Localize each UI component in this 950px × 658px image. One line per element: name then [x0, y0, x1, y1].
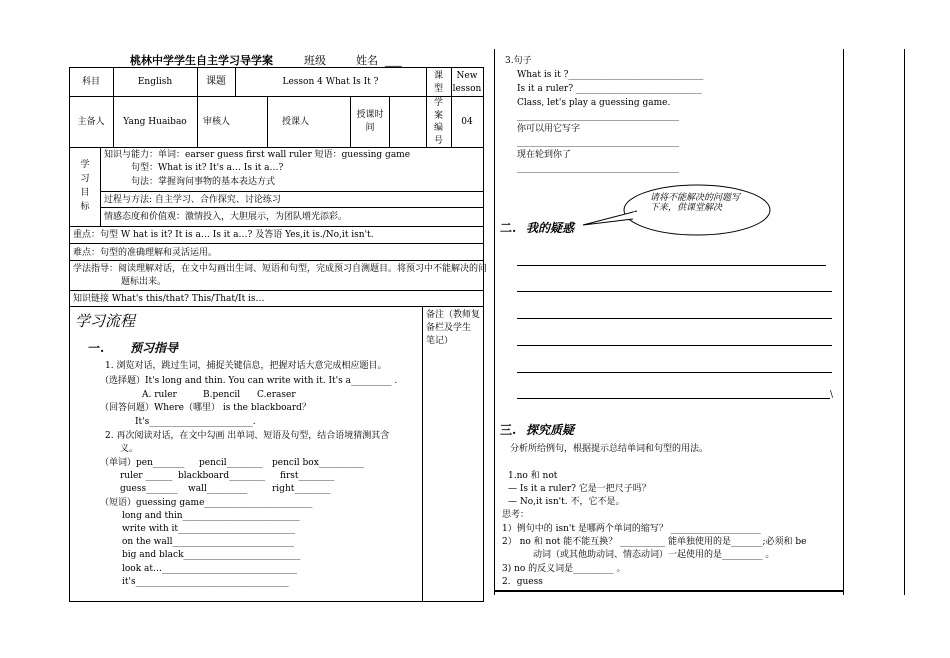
name-blank[interactable]: ___ — [385, 54, 402, 67]
phrase-its[interactable]: it's__________________________________ — [122, 577, 289, 587]
lesson-type-label: 课型 — [433, 71, 443, 94]
doubt-line[interactable] — [517, 345, 832, 346]
analyze-instruction: 分析所给例句，根据提示总结单词和句型的用法。 — [510, 444, 709, 454]
bubble-text: 请将不能解决的问题写下来，供课堂解决 — [650, 193, 741, 213]
class-label: 班级 — [304, 54, 326, 67]
difficult-points: 难点：句型的准确理解和灵活运用。 — [73, 248, 218, 258]
word-pen[interactable]: （单词）pen_______ — [100, 458, 185, 468]
flow-title: 学习流程 — [75, 312, 136, 330]
method-line-2: 题标出来。 — [121, 277, 167, 287]
lesson-type-value: New lesson — [452, 71, 482, 94]
phrase-long-and-thin[interactable]: long and thin__________________________ — [122, 511, 300, 521]
sentence-write-with-it: 你可以用它写字 — [517, 124, 581, 134]
think-label: 思考： — [502, 510, 530, 520]
notes-line-1: 备注（教师复 — [426, 310, 481, 320]
sentences-title: 3.句子 — [505, 56, 532, 66]
doubt-line[interactable] — [517, 265, 826, 266]
topic-value: Lesson 4 What Is It ? — [282, 77, 379, 87]
notes-line-3: 笔记） — [426, 336, 454, 346]
section2-title: 我的疑惑 — [526, 221, 575, 235]
word-first[interactable]: first________ — [280, 471, 335, 481]
step2-instruction: 2. 再次阅读对话，在文中勾画 出单词、短语及句型，结合语境猜测其含 — [105, 431, 390, 441]
sentence-blank-2[interactable]: ____________________________________ — [517, 137, 679, 147]
subject-value: English — [137, 77, 173, 87]
prepare-value: Yang Huaibao — [123, 117, 187, 127]
no-not-title: 1.no 和 not — [508, 471, 558, 481]
section2-number: 二. — [500, 221, 517, 235]
knowledge-link: 知识链接 What's this/that? This/That/It is… — [73, 294, 265, 304]
step2-instruction-cont: 义。 — [120, 444, 139, 454]
topic-label: 课题 — [206, 76, 226, 87]
goal-knowledge-1: 知识与能力：单词：earser guess first wall ruler 短语：guessing game — [104, 150, 411, 160]
word-pencil-box[interactable]: pencil box__________ — [272, 458, 364, 468]
phrase-write-with-it[interactable]: write with it__________________________ — [122, 524, 296, 534]
example-question: — Is it a ruler? 它是一把尺子吗？ — [508, 484, 651, 494]
doubt-line[interactable] — [517, 398, 830, 399]
phrase-look-at[interactable]: look at…______________________________ — [122, 564, 298, 574]
answer-line[interactable]: It's_______________________. — [135, 417, 256, 427]
teacher-label: 授课人 — [282, 117, 310, 127]
word-ruler[interactable]: ruler ______ — [120, 471, 173, 481]
question-2[interactable]: 2） no 和 not 能不能互换？ __________ 能单独使用的是_______;必须和 be — [502, 537, 807, 547]
goal-knowledge-3: 句法：掌握询问事物的基本表达方式 — [131, 177, 276, 187]
phrase-big-and-black[interactable]: big and black__________________________ — [122, 550, 301, 560]
goals-label: 学习目标 — [80, 160, 90, 212]
sentence-blank-3[interactable]: ____________________________________ — [517, 163, 679, 173]
doubt-line[interactable] — [517, 291, 832, 292]
phrase-on-the-wall[interactable]: on the wall___________________________ — [122, 537, 295, 547]
doubt-line[interactable] — [517, 372, 832, 373]
section1-number: 一. — [88, 341, 105, 355]
guess-title: 2．guess — [502, 577, 543, 587]
sentence-blank-1[interactable]: ____________________________________ — [517, 111, 679, 121]
example-answer: — No,it isn't. 不，它不是。 — [508, 497, 625, 507]
section1-title: 预习指导 — [130, 341, 179, 355]
word-right[interactable]: right________ — [272, 484, 331, 494]
word-guess[interactable]: guess_______ — [120, 484, 178, 494]
key-points: 重点：句型 W hat is it? It is a… Is it a…? 及答语 Yes,it is./No,it isn't. — [73, 230, 374, 240]
choice-b[interactable]: B.pencil — [203, 390, 241, 400]
prepare-label: 主备人 — [77, 117, 105, 127]
question-1[interactable]: 1）例句中的 isn't 是哪两个单词的缩写？ ____________________ — [502, 524, 761, 534]
name-label: 姓名 — [356, 54, 378, 67]
plan-no-label: 学案编号 — [433, 98, 443, 146]
subject-label: 科目 — [81, 77, 100, 87]
choice-question: （选择题）It's long and thin. You can write with it. It's a_________ . — [100, 376, 398, 386]
goal-emotion: 情感态度和价值观：激情投入，大胆展示，为团队增光添彩。 — [104, 212, 348, 222]
sentence-what-is-it[interactable]: What is it ?______________________________ — [517, 70, 704, 80]
word-blackboard[interactable]: blackboard________ — [178, 471, 266, 481]
goal-knowledge-2: 句型：What is it? It's a… Is it a…? — [131, 163, 284, 173]
notes-line-2: 备栏及学生 — [426, 323, 472, 333]
answer-question: （回答问题）Where（哪里） is the blackboard？ — [100, 403, 311, 413]
sentence-guessing-game: Class, let's play a guessing game. — [517, 98, 671, 108]
question-2-cont[interactable]: 动词（或其他助动词、情态动词）一起使用的是_________ 。 — [533, 550, 775, 560]
sentence-your-turn: 现在轮到你了 — [517, 150, 572, 160]
choice-a[interactable]: A. ruler — [142, 390, 177, 400]
section3-title: 探究质疑 — [526, 423, 575, 437]
section3-number: 三. — [500, 423, 517, 437]
word-pencil[interactable]: pencil________ — [199, 458, 263, 468]
choice-c[interactable]: C.eraser — [257, 390, 296, 400]
phrase-guessing-game[interactable]: （短语）guessing game________________________ — [100, 498, 313, 508]
question-3[interactable]: 3) no 的反义词是_________ 。 — [502, 564, 626, 574]
goal-process: 过程与方法: 自主学习、合作探究、讨论练习 — [104, 195, 281, 205]
step1-instruction: 1. 浏览对话，跳过生词，捕捉关键信息，把握对话大意完成相应题目。 — [105, 361, 387, 371]
sentence-is-it-a-ruler[interactable]: Is it a ruler? ____________________________ — [517, 84, 702, 94]
document-title: 桃林中学学生自主学习导学案 — [130, 54, 273, 67]
doubt-line[interactable] — [517, 318, 832, 319]
plan-no-value: 04 — [461, 117, 473, 127]
word-wall[interactable]: wall_________ — [188, 484, 248, 494]
review-label: 审核人 — [203, 117, 231, 127]
method-line-1: 学法指导：阅读理解对话，在文中勾画出生词、短语和句型，完成预习自测题目。将预习中不能解决的问 — [73, 264, 488, 274]
time-label: 授课时间 — [356, 110, 384, 133]
